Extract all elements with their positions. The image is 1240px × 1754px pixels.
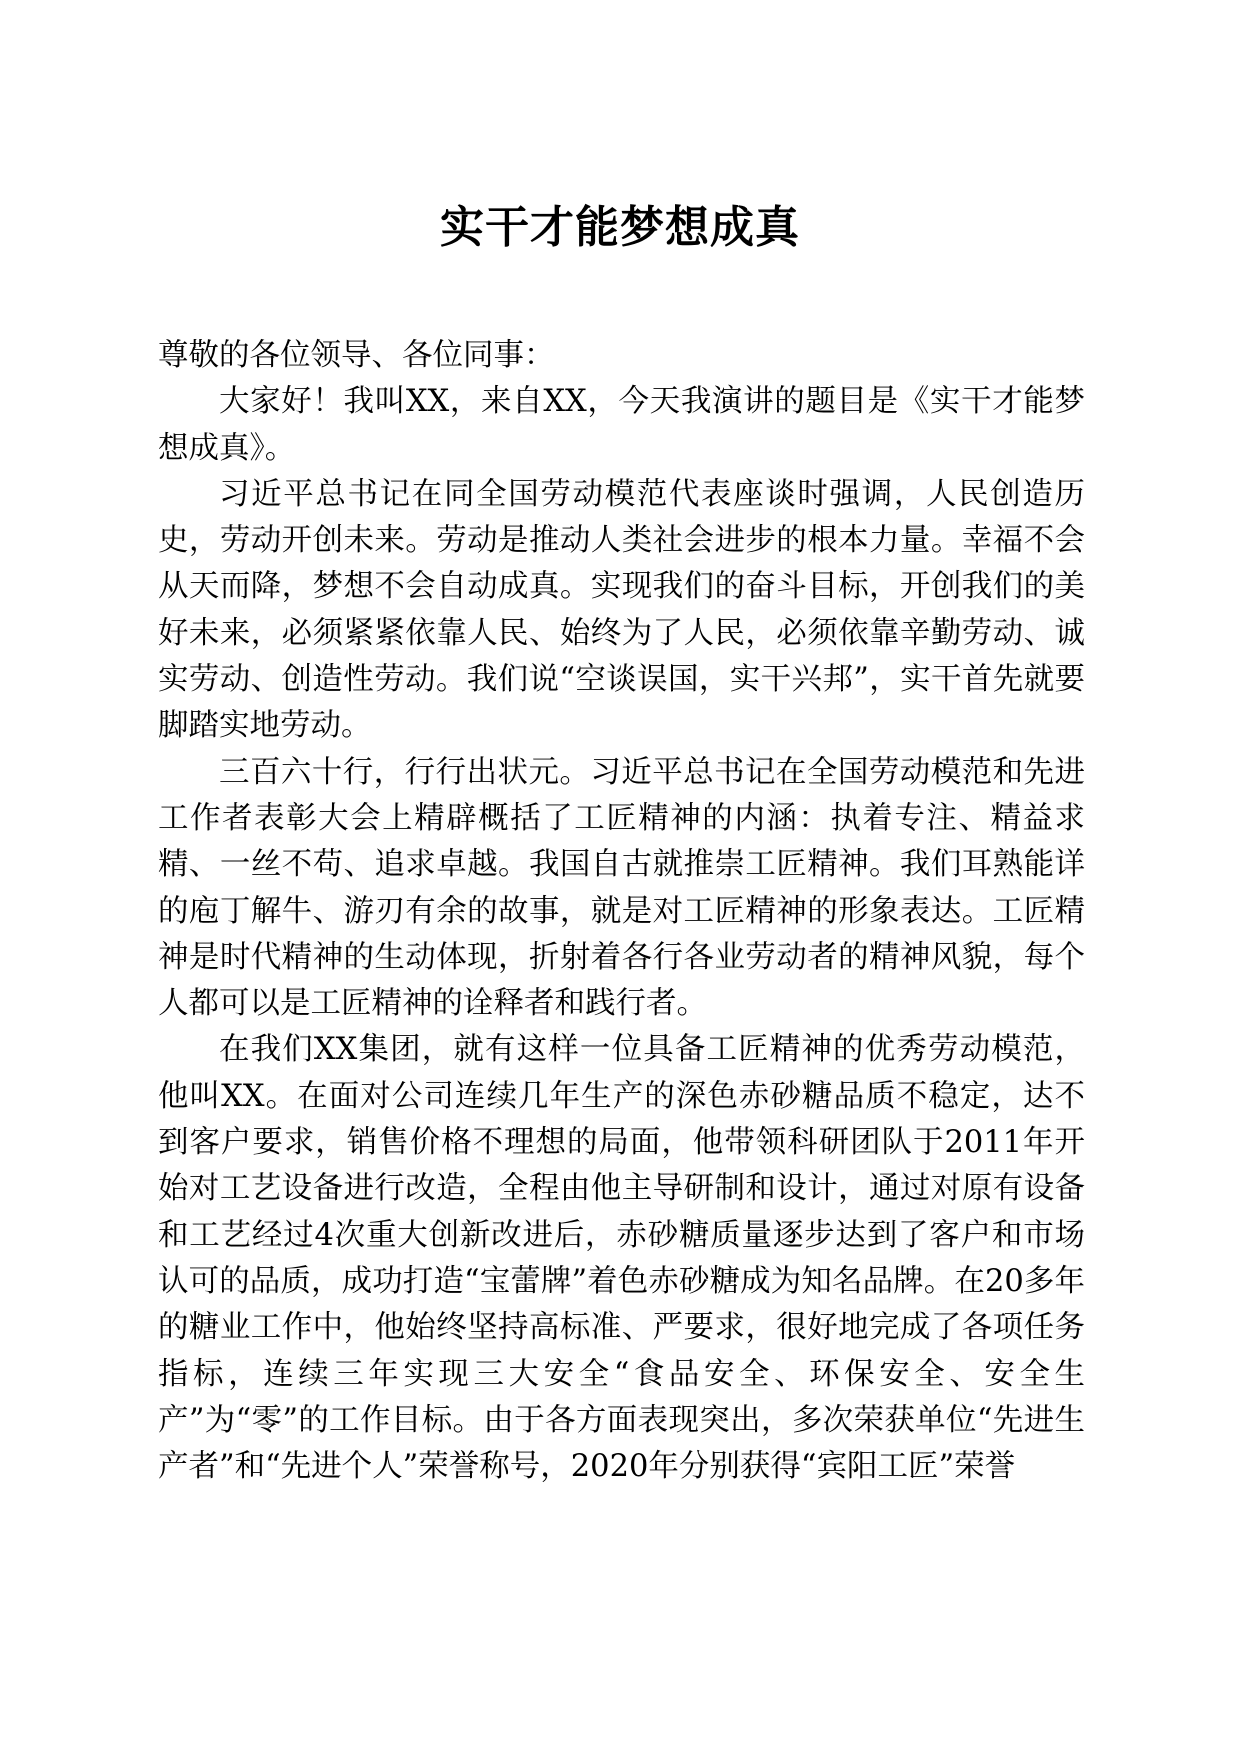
- salutation: 尊敬的各位领导、各位同事：: [158, 338, 555, 373]
- document-title: 实干才能梦想成真: [440, 202, 800, 253]
- paragraph-greeting: 大家好！我叫XX，来自XX，今天我演讲的题目是《实干才能梦想成真》。: [158, 384, 1085, 466]
- paragraph-craftsman-spirit: 三百六十行，行行出状元。习近平总书记在全国劳动模范和先进工作者表彰大会上精辟概括了工匠精神的内涵：执着专注、精益求精、一丝不苟、追求卓越。我国自古就推崇工匠精神。我们耳熟能详的庖丁解牛、游刃有余的故事，就是对工匠精神的形象表达。工匠精神是时代精神的生动体现，折射着各行各业劳动者的精神风貌，每个人都可以是工匠精神的诠释者和践行者。: [158, 754, 1085, 1022]
- document-body: [158, 333, 1085, 1490]
- paragraph-model-worker: 在我们XX集团，就有这样一位具备工匠精神的优秀劳动模范，他叫XX。在面对公司连续几年生产的深色赤砂糖品质不稳定，达不到客户要求，销售价格不理想的局面，他带领科研团队于2011年开始对工艺设备进行改造，全程由他主导研制和设计，通过对原有设备和工艺经过4次重大创新改进后，赤砂糖质量逐步达到了客户和市场认可的品质，成功打造“宝蕾牌”着色赤砂糖成为知名品牌。在20多年的糖业工作中，他始终坚持高标准、严要求，很好地完成了各项任务指标，连续三年实现三大安全“食品安全、环保安全、安全生产”为“零”的工作目标。由于各方面表现突出，多次荣获单位“先进生产者”和“先进个人”荣誉称号，2020年分别获得“宾阳工匠”荣誉: [158, 1032, 1085, 1485]
- paragraph-labor: 习近平总书记在同全国劳动模范代表座谈时强调，人民创造历史，劳动开创未来。劳动是推动人类社会进步的根本力量。幸福不会从天而降，梦想不会自动成真。实现我们的奋斗目标，开创我们的美好未来，必须紧紧依靠人民、始终为了人民，必须依靠辛勤劳动、诚实劳动、创造性劳动。我们说“空谈误国，实干兴邦”，实干首先就要脚踏实地劳动。: [158, 476, 1085, 744]
